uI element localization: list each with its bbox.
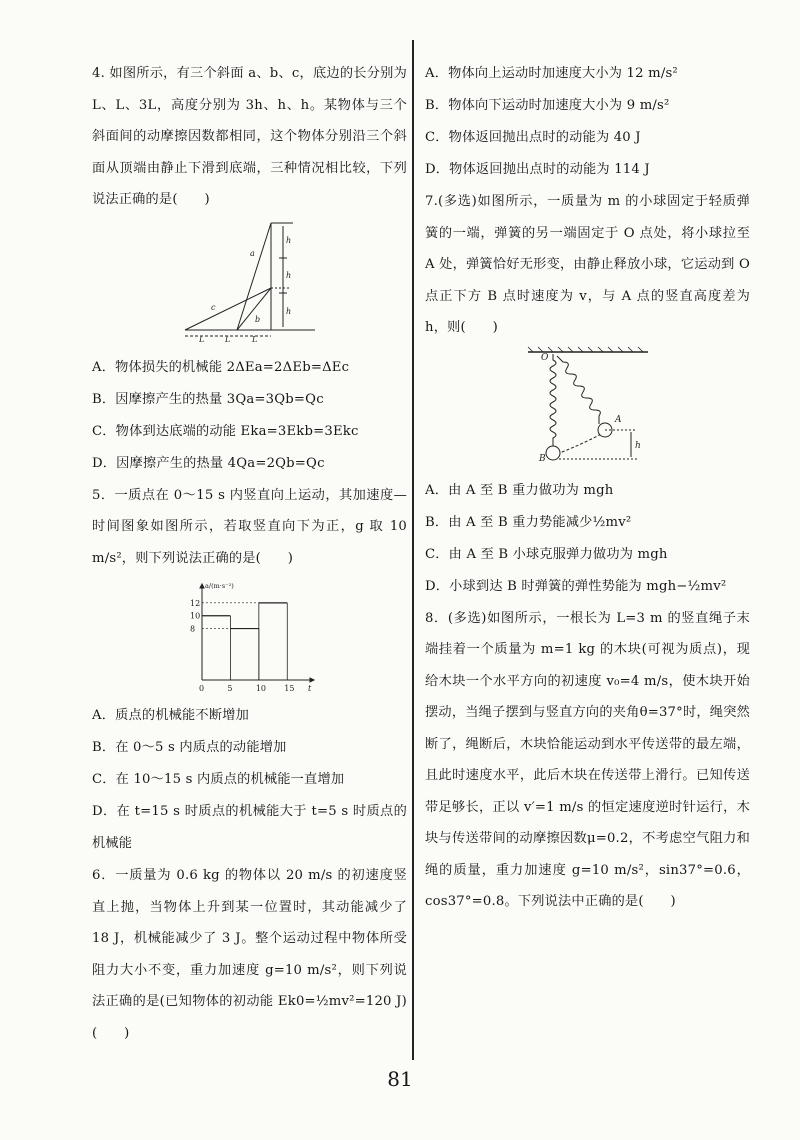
y-axis-label: a/(m·s⁻²) [204, 582, 234, 590]
svg-text:L: L [251, 334, 257, 344]
x-axis-arrow [310, 678, 314, 682]
x-axis-label: t [307, 684, 311, 693]
q4-incline-figure [175, 218, 325, 348]
q6-option-a: A．物体向上运动时加速度大小为 12 m/s² [425, 66, 678, 81]
q4-option-b: B．因摩擦产生的热量 3Qa=3Qb=Qc [92, 391, 324, 407]
svg-text:L: L [198, 334, 204, 344]
q5-option-c: C．在 10～15 s 内质点的机械能一直增加 [92, 772, 345, 787]
q7-spring-figure [513, 346, 663, 471]
left-column [92, 58, 407, 1049]
q6-stem: 6．一质量为 0.6 kg 的物体以 20 m/s 的初速度竖直上抛，当物体上升到某一位置时，其动能减少了 18 J，机械能减少了 3 J。整个运动过程中物体所受阻力大小不变，重力加速度 g=10 m/s²，则下列说法正确的是(已知物体的初动能 Ek0=½mv²=120 J)( ) [92, 868, 407, 1041]
q4-stem: 4. 如图所示，有三个斜面 a、b、c，底边的长分别为 L、L、3L，高度分别为 3h、h、h。某物体与三个斜面间的动摩擦因数都相同，这个物体分别沿三个斜面从顶端由静止下滑到底端，三种情况相比较，下列说法正确的是( ) [92, 66, 407, 207]
q7-option-c: C．由 A 至 B 小球克服弹力做功为 mgh [425, 546, 668, 562]
q7-option-b: B．由 A 至 B 重力势能减少½mv² [425, 514, 632, 530]
slope-b [237, 288, 271, 330]
q4-option-d: D．因摩擦产生的热量 4Qa=2Qb=Qc [92, 455, 325, 471]
right-column [425, 58, 750, 918]
q6-option-c: C．物体返回抛出点时的动能为 40 J [425, 130, 641, 145]
y-tick-label: 12 [189, 598, 200, 608]
svg-text:B: B [538, 453, 546, 464]
svg-text:O: O [540, 352, 548, 363]
q5-stem: 5．一质点在 0～15 s 内竖直向上运动，其加速度—时间图象如图所示，若取竖直向下为正，g 取 10 m/s²，则下列说法正确的是( ) [92, 487, 407, 566]
page-number: 81 [387, 1067, 413, 1091]
tilted-spring [557, 356, 600, 424]
q7-option-a: A．由 A 至 B 重力做功为 mgh [425, 482, 614, 498]
y-axis-arrow [200, 584, 204, 588]
q5-acceleration-chart [180, 576, 320, 696]
svg-text:h: h [285, 306, 291, 316]
q7-option-d: D．小球到达 B 时弹簧的弹性势能为 mgh−½mv² [425, 578, 727, 594]
q5-option-a: A．质点的机械能不断增加 [92, 708, 249, 723]
x-tick-label: 0 [198, 684, 204, 693]
vertical-spring [550, 354, 556, 446]
x-tick-label: 5 [226, 684, 233, 693]
q6-option-d: D．物体返回抛出点时的动能为 114 J [425, 162, 650, 177]
y-tick-label: 10 [189, 611, 200, 621]
svg-text:L: L [224, 334, 230, 344]
svg-text:h: h [285, 270, 291, 280]
svg-text:h: h [285, 235, 291, 245]
column-divider [412, 40, 414, 1060]
trajectory [557, 432, 605, 454]
svg-text:c: c [210, 302, 215, 312]
q6-option-b: B．物体向下运动时加速度大小为 9 m/s² [425, 98, 670, 113]
q4-option-a: A．物体损失的机械能 2ΔEa=2ΔEb=ΔEc [92, 359, 350, 375]
svg-text:h: h [634, 440, 641, 451]
svg-text:A: A [614, 414, 621, 425]
q8-stem: 8．(多选)如图所示，一根长为 L=3 m 的竖直绳子末端挂着一个质量为 m=1 kg 的木块(可视为质点)，现给木块一个水平方向的初速度 v₀=4 m/s，使木块开始摆动，当绳子摆到与竖直方向的夹角θ=37°时，绳突然断了，绳断后，木块恰能运动到水平传送带的最左端，且此时速度水平，此后木块在传送带上滑行。已知传送带足够长，正以 v′=1 m/s 的恒定速度逆时针运行，木块与传送带间的动摩擦因数μ=0.2，不考虑空气阻力和绳的质量，重力加速度 g=10 m/s²，sin37°=0.6，cos37°=0.8。下列说法中正确的是( ) [425, 610, 750, 909]
q5-option-b: B．在 0～5 s 内质点的动能增加 [92, 740, 287, 755]
q7-stem: 7.(多选)如图所示，一质量为 m 的小球固定于轻质弹簧的一端，弹簧的另一端固定于 O 点处，将小球拉至 A 处，弹簧恰好无形变，由静止释放小球，它运动到 O 点正下方 B 点时速度为 v，与 A 点的竖直高度差为 h，则( ) [425, 194, 750, 335]
svg-text:b: b [254, 314, 260, 324]
y-tick-label: 8 [189, 624, 195, 634]
ball-b [546, 446, 560, 460]
x-tick-label: 10 [255, 684, 266, 693]
q5-option-d: D．在 t=15 s 时质点的机械能大于 t=5 s 时质点的机械能 [92, 804, 407, 851]
slope-a [237, 223, 271, 330]
svg-text:a: a [249, 248, 255, 258]
x-tick-label: 15 [283, 684, 294, 693]
q4-option-c: C．物体到达底端的动能 Eka=3Ekb=3Ekc [92, 423, 359, 439]
